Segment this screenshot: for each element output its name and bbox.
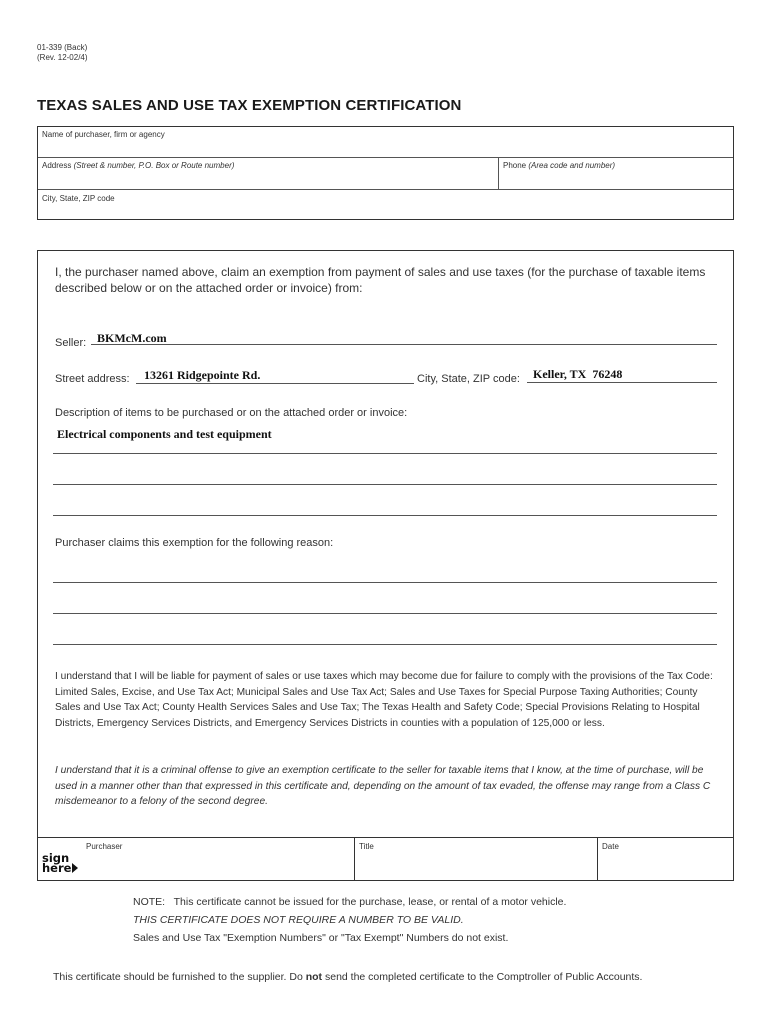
sign-here-line1: sign — [42, 851, 70, 865]
address-row — [38, 157, 733, 190]
address-label: Address (Street & number, P.O. Box or Route number) — [42, 161, 235, 170]
seller-field[interactable] — [91, 330, 717, 345]
sign-here-line2: here — [42, 861, 72, 875]
reason-line-3[interactable] — [53, 629, 717, 645]
description-line-2[interactable] — [53, 469, 717, 485]
city-state-zip-field[interactable] — [38, 189, 733, 219]
form-number: 01-339 (Back) — [37, 43, 88, 52]
phone-field[interactable] — [499, 157, 733, 189]
purchaser-signature-field[interactable] — [38, 838, 355, 881]
title-field[interactable] — [355, 838, 598, 881]
form-number-block — [37, 43, 88, 63]
date-label: Date — [602, 842, 619, 851]
description-line-3[interactable] — [53, 500, 717, 516]
exemption-claim-box — [37, 250, 734, 881]
liability-statement: I understand that I will be liable for payment of sales or use taxes which may become due for failure to comply with the provisions of the Tax Code: Limited Sales, Excise, and Use Tax Act; Municipal Sales and Use Tax Act; Sales and Use Taxes for Special Purpose Taxing Authorities; County Sales and Use Tax Act; County Health Services Sales and Use Tax; The Texas Health and Safety Code; Special Provisions Relating to Hospital Districts, Emergency Services Districts, and Emergency Services Districts in counties with a population of 125,000 or less. — [55, 671, 713, 729]
form-revision: (Rev. 12-02/4) — [37, 53, 88, 62]
street-address-label: Street address: — [55, 373, 130, 385]
footer-text-bold: not — [305, 971, 323, 983]
sign-here-icon — [42, 853, 78, 873]
seller-value: BKMcM.com — [97, 331, 167, 345]
purchaser-label: Purchaser — [86, 842, 123, 851]
reason-label: Purchaser claims this exemption for the following reason: — [55, 537, 334, 549]
description-line-1[interactable] — [53, 436, 717, 454]
footer-text-post: send the completed certificate to the Comptroller of Public Accounts. — [322, 971, 643, 983]
claim-intro: I, the purchaser named above, claim an exemption from payment of sales and use taxes (for the purchase of taxable items described below or on the attached order or invoice) from: — [55, 265, 706, 295]
footer-text-pre: This certificate should be furnished to the supplier. Do — [53, 971, 306, 983]
reason-line-2[interactable] — [53, 598, 717, 614]
sign-here-arrow-icon — [72, 863, 78, 873]
footer-instruction — [53, 971, 642, 983]
note-exemption-numbers: Sales and Use Tax "Exemption Numbers" or "Tax Exempt" Numbers do not exist. — [133, 932, 509, 944]
page-title: TEXAS SALES AND USE TAX EXEMPTION CERTIFICATION — [37, 97, 462, 114]
street-address-value: 13261 Ridgepointe Rd. — [144, 368, 261, 382]
purchaser-name-field[interactable] — [38, 127, 733, 158]
purchaser-name-label: Name of purchaser, firm or agency — [42, 130, 165, 139]
seller-city-label: City, State, ZIP code: — [417, 373, 520, 385]
address-field[interactable] — [38, 157, 499, 189]
reason-line-1[interactable] — [53, 567, 717, 583]
note-motor-vehicle: NOTE: This certificate cannot be issued for the purchase, lease, or rental of a motor vehicle. — [133, 896, 567, 908]
purchaser-info-box — [37, 126, 734, 220]
description-value: Electrical components and test equipment — [57, 427, 272, 441]
title-label: Title — [359, 842, 374, 851]
description-label: Description of items to be purchased or on the attached order or invoice: — [55, 407, 408, 419]
note-no-number-required: THIS CERTIFICATE DOES NOT REQUIRE A NUMBER TO BE VALID. — [133, 914, 464, 926]
signature-row — [38, 837, 733, 881]
seller-label: Seller: — [55, 337, 87, 349]
date-field[interactable] — [598, 838, 733, 881]
criminal-offense-statement: I understand that it is a criminal offense to give an exemption certificate to the seller for taxable items that I know, at the time of purchase, will be used in a manner other than that expressed in this certificate and, depending on the amount of tax evaded, the offense may range from a Class C misdemeanor to a felony of the second degree. — [55, 765, 711, 807]
phone-label: Phone (Area code and number) — [503, 161, 616, 170]
sign-here-line2-wrap — [42, 863, 78, 873]
seller-city-value: Keller, TX 76248 — [533, 367, 623, 381]
city-state-zip-label: City, State, ZIP code — [42, 194, 115, 203]
